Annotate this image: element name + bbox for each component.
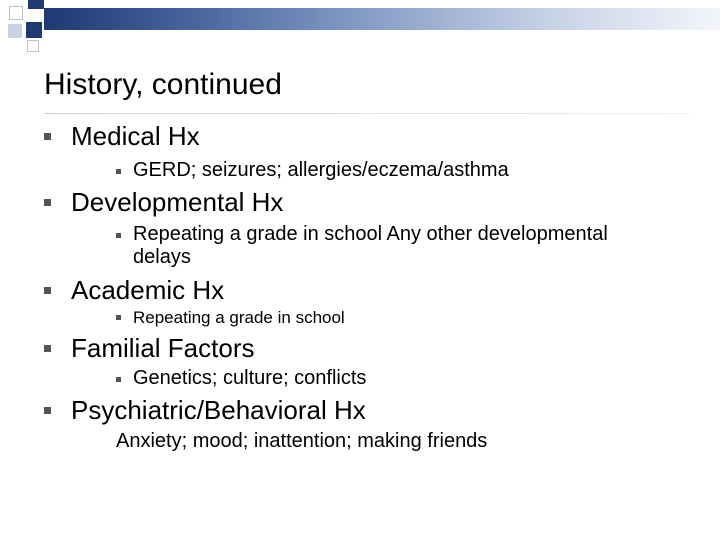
sub-item-academic: Repeating a grade in school	[133, 308, 345, 327]
sub-bullet-icon	[116, 315, 121, 320]
sub-item-medical: GERD; seizures; allergies/eczema/asthma	[133, 159, 509, 181]
bullet-icon	[44, 345, 51, 352]
sub-bullet-icon	[116, 233, 121, 238]
bullet-developmental-hx: Developmental Hx	[71, 187, 284, 217]
slide-title: History, continued	[44, 68, 282, 101]
bullet-psychiatric-behavioral-hx: Psychiatric/Behavioral Hx	[71, 395, 366, 425]
decorative-square	[8, 24, 22, 38]
sub-bullet-icon	[116, 169, 121, 174]
bullet-icon	[44, 133, 51, 140]
bullet-familial-factors: Familial Factors	[71, 333, 255, 363]
bullet-medical-hx: Medical Hx	[71, 121, 200, 151]
sub-item-psychiatric: Anxiety; mood; inattention; making friends	[116, 430, 488, 452]
sub-item-developmental-line1: Repeating a grade in school Any other developmental	[133, 223, 608, 245]
bullet-academic-hx: Academic Hx	[71, 275, 225, 305]
decorative-square	[28, 0, 44, 9]
sub-item-developmental-line2: delays	[133, 246, 191, 268]
decorative-square	[27, 40, 39, 52]
title-divider	[44, 113, 690, 114]
sub-bullet-icon	[116, 377, 121, 382]
header-gradient-band	[44, 8, 720, 30]
decorative-square	[26, 22, 42, 38]
bullet-icon	[44, 199, 51, 206]
sub-item-familial: Genetics; culture; conflicts	[133, 367, 367, 389]
decorative-square	[9, 6, 23, 20]
bullet-icon	[44, 407, 51, 414]
bullet-icon	[44, 287, 51, 294]
